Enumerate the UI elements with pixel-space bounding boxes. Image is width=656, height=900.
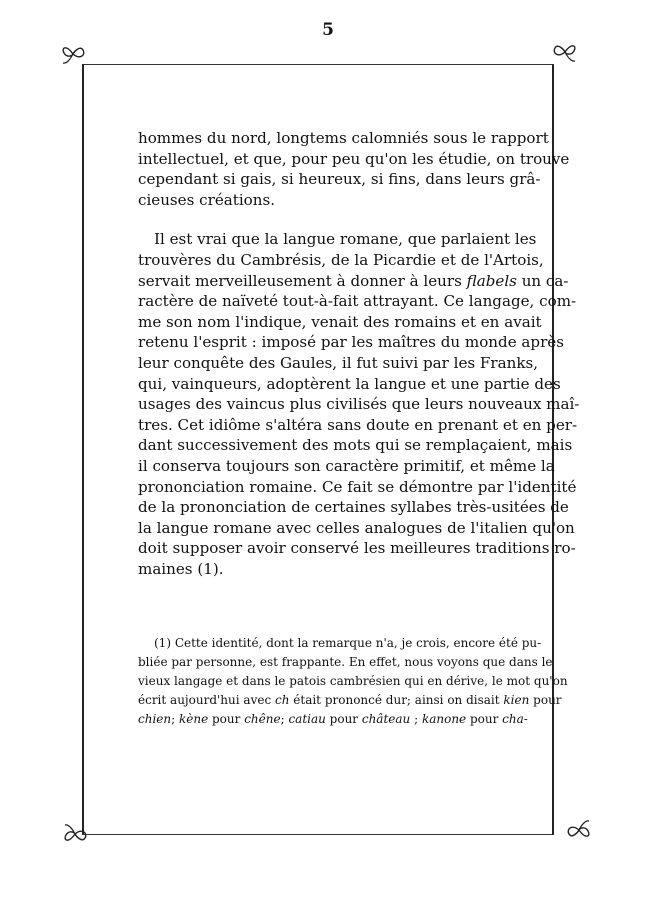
corner-ornament-icon (552, 40, 578, 64)
main-text (138, 128, 580, 579)
footnote-line: vieux langage et dans le patois cambrésien qui en dérive, le mot qu'on (138, 674, 568, 688)
paragraph-1 (138, 128, 570, 210)
text-run: était prononcé dur; ainsi on disait (289, 693, 504, 707)
text-line: cependant si gais, si heureux, si fins, dans leurs grâ- (138, 170, 541, 189)
text-line: dant successivement des mots qui se remplaçaient, mais (138, 436, 573, 455)
italic-word: chêne (244, 712, 281, 726)
italic-word: chien (138, 712, 172, 726)
text-run: pour (466, 712, 503, 726)
footnote (138, 634, 568, 729)
text-run: pour (529, 693, 562, 707)
paragraph-2 (138, 229, 580, 579)
italic-word-flabels: flabels (466, 271, 517, 290)
italic-word: cha- (502, 712, 528, 726)
text-line: retenu l'esprit : imposé par les maîtres du monde après (138, 333, 564, 352)
text-line: me son nom l'indique, venait des romains et en avait (138, 312, 542, 331)
footnote-line (138, 691, 562, 710)
corner-ornament-icon (566, 818, 592, 842)
text-line: tres. Cet idiôme s'altéra sans doute en prenant et en per- (138, 415, 578, 434)
text-line: Il est vrai que la langue romane, que parlaient les (154, 230, 537, 249)
text-line (138, 271, 569, 292)
text-line: maines (1). (138, 559, 224, 578)
text-run: ; (280, 712, 289, 726)
text-line: qui, vainqueurs, adoptèrent la langue et une partie des (138, 374, 561, 393)
text-line: ractère de naïveté tout-à-fait attrayant. Ce langage, com- (138, 292, 577, 311)
text-line: intellectuel, et que, pour peu qu'on les étudie, on trouve (138, 149, 570, 168)
text-line: de la prononciation de certaines syllabes très-usitées de (138, 498, 569, 517)
italic-word: kien (503, 693, 530, 707)
italic-word: château (361, 712, 411, 726)
text-line: la langue romane avec celles analogues de l'italien qu'on (138, 518, 575, 537)
text-line: cieuses créations. (138, 190, 276, 209)
text-line: usages des vaincus plus civilisés que leurs nouveaux maî- (138, 395, 580, 414)
text-line: il conserva toujours son caractère primitif, et même la (138, 456, 555, 475)
text-line: prononciation romaine. Ce fait se démontre par l'identité (138, 477, 577, 496)
footnote-line: bliée par personne, est frappante. En effet, nous voyons que dans le (138, 655, 553, 669)
text-line: hommes du nord, longtems calomniés sous le rapport (138, 129, 549, 147)
text-line: doit supposer avoir conservé les meilleures traditions ro- (138, 539, 576, 558)
footnote-line (138, 710, 528, 729)
text-run: écrit aujourd'hui avec (138, 693, 275, 707)
corner-ornament-icon (60, 42, 86, 66)
text-run: ; (410, 712, 422, 726)
footnote-line: (1) Cette identité, dont la remarque n'a, je crois, encore été pu- (154, 636, 542, 650)
text-line: leur conquête des Gaules, il fut suivi par les Franks, (138, 353, 539, 372)
page-number: 5 (322, 20, 334, 40)
text-run: servait merveilleusement à donner à leurs (138, 271, 467, 290)
italic-word: kène (178, 712, 209, 726)
corner-ornament-icon (62, 822, 88, 846)
italic-word: catiau (288, 712, 326, 726)
paragraph-gap (138, 210, 508, 229)
text-run: ; (171, 712, 179, 726)
italic-word: ch (275, 693, 290, 707)
text-run: pour (208, 712, 245, 726)
italic-word: kanone (421, 712, 467, 726)
text-run: un ca- (516, 271, 569, 290)
text-run: pour (325, 712, 362, 726)
text-line: trouvères du Cambrésis, de la Picardie et de l'Artois, (138, 250, 544, 269)
